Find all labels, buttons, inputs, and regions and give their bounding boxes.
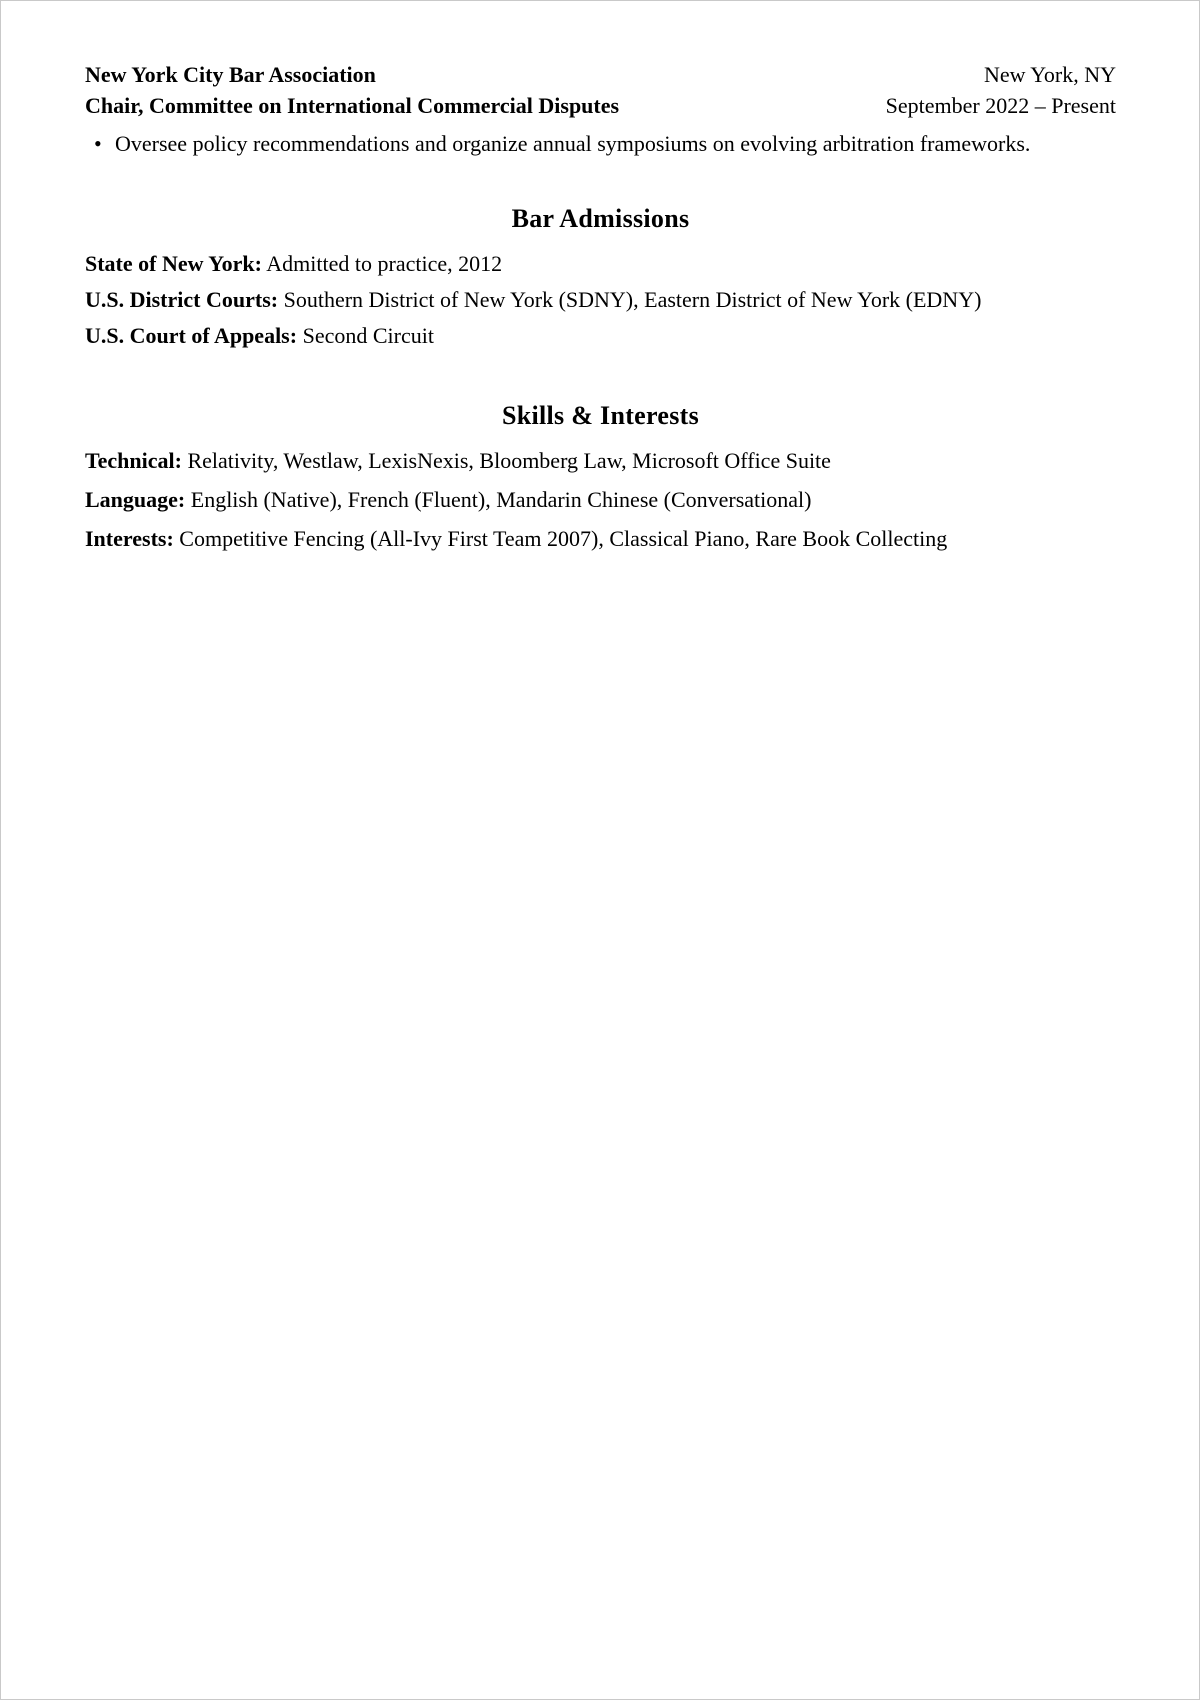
admission-label: U.S. District Courts: <box>85 287 279 312</box>
bullet-item <box>85 128 1116 159</box>
entry-dates: September 2022 – Present <box>885 93 1116 118</box>
admission-value: Admitted to practice, 2012 <box>266 251 503 276</box>
admission-label: State of New York: <box>85 251 262 276</box>
skills-interests-section <box>85 399 1116 554</box>
bullet-icon: • <box>94 131 102 156</box>
skill-value: Competitive Fencing (All-Ivy First Team 2007), Classical Piano, Rare Book Collecting <box>179 526 948 551</box>
section-heading: Bar Admissions <box>511 204 690 233</box>
skill-value: English (Native), French (Fluent), Mandarin Chinese (Conversational) <box>190 487 812 512</box>
admission-value: Second Circuit <box>302 323 434 348</box>
skills-interests-list <box>85 445 1116 554</box>
entry-role-row <box>85 90 1116 121</box>
entry-bullet-list <box>85 128 1116 159</box>
bar-admissions-list <box>85 248 1116 351</box>
organization-name: New York City Bar Association <box>85 62 376 87</box>
skill-row <box>85 445 1116 476</box>
admission-row <box>85 320 1116 351</box>
admission-value: Southern District of New York (SDNY), Eastern District of New York (EDNY) <box>283 287 982 312</box>
skill-label: Interests: <box>85 526 174 551</box>
skill-row <box>85 484 1116 515</box>
resume-content <box>85 59 1116 562</box>
admission-row <box>85 284 1116 315</box>
entry-header-row <box>85 59 1116 90</box>
experience-entry <box>85 59 1116 159</box>
entry-location: New York, NY <box>983 62 1116 87</box>
skill-label: Language: <box>85 487 186 512</box>
bar-admissions-section <box>85 202 1116 351</box>
bullet-text: Oversee policy recommendations and organize annual symposiums on evolving arbitration frameworks. <box>115 131 1031 156</box>
admission-label: U.S. Court of Appeals: <box>85 323 298 348</box>
skill-row <box>85 523 1116 554</box>
skill-value: Relativity, Westlaw, LexisNexis, Bloomberg Law, Microsoft Office Suite <box>187 448 831 473</box>
skill-label: Technical: <box>85 448 182 473</box>
role-title: Chair, Committee on International Commercial Disputes <box>85 93 620 118</box>
section-heading: Skills & Interests <box>501 401 700 430</box>
admission-row <box>85 248 1116 279</box>
